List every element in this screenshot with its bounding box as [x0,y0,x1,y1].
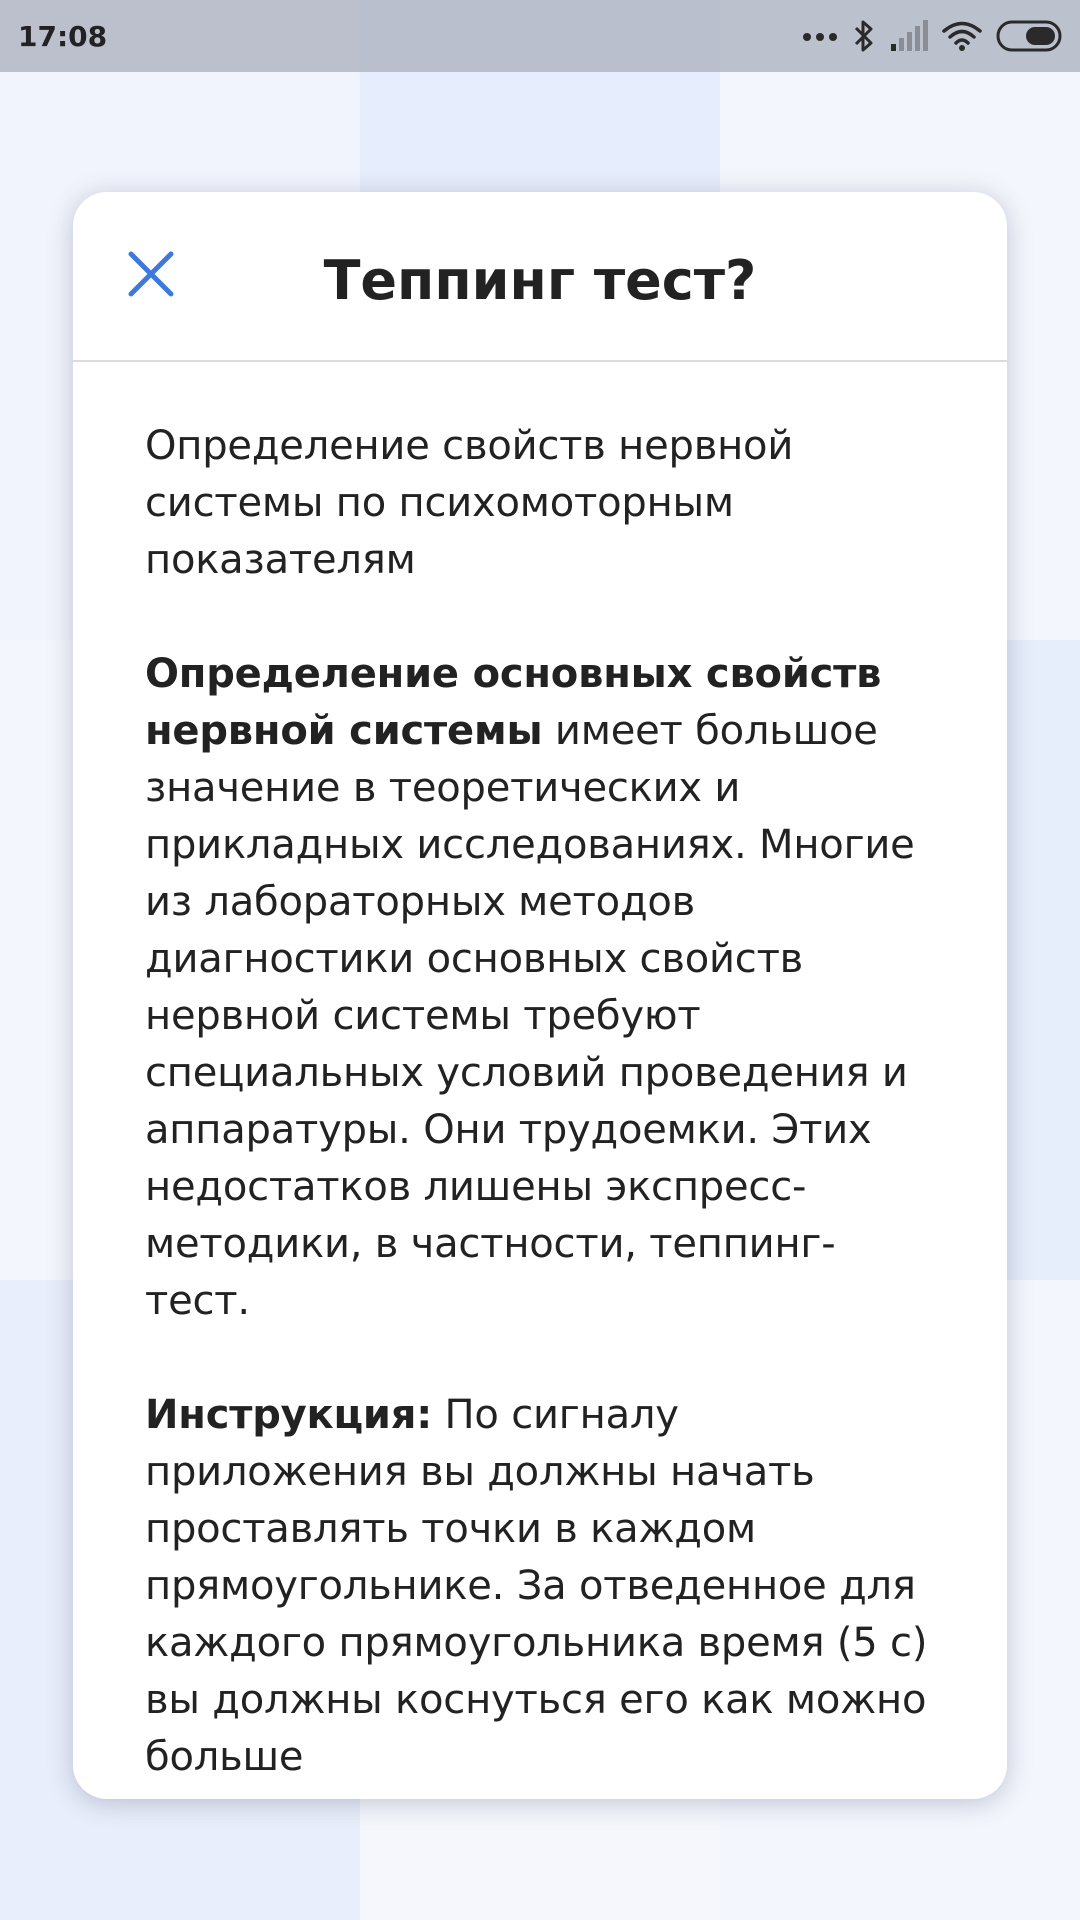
close-icon[interactable] [125,248,177,300]
instruction-bold: Инструкция: [145,1392,433,1438]
status-time: 17:08 [18,19,108,53]
dialog-header [73,192,1007,362]
description-paragraph [145,646,937,1330]
instruction-paragraph [145,1387,937,1786]
more-dots-icon [802,30,838,42]
cell-signal-icon [890,20,928,52]
description-bold: Определение основных свойств нервной системы [145,651,882,754]
instruction-text: По сигналу приложения вы должны начать проставлять точки в каждом прямоугольнике. За отведенное для каждого прямоугольника время (5 с) вы должны коснуться его как можно больше [145,1392,928,1780]
description-text: имеет большое значение в теоретических и прикладных исследованиях. Многие из лабораторных методов диагностики основных свойств нервной системы требуют специальных условий проведения и аппаратуры. Они трудоемки. Этих недостатков лишены экспресс-методики, в частности, теппинг-тест. [145,708,915,1324]
battery-icon [996,20,1062,52]
wifi-icon [942,20,982,52]
status-icons [802,19,1062,53]
bluetooth-icon [852,19,876,53]
status-bar [0,0,1080,72]
info-dialog [73,192,1007,1799]
dialog-title: Теппинг тест? [323,248,757,312]
dialog-body [73,362,1007,1786]
intro-paragraph: Определение свойств нервной системы по психомоторным показателям [145,423,794,583]
